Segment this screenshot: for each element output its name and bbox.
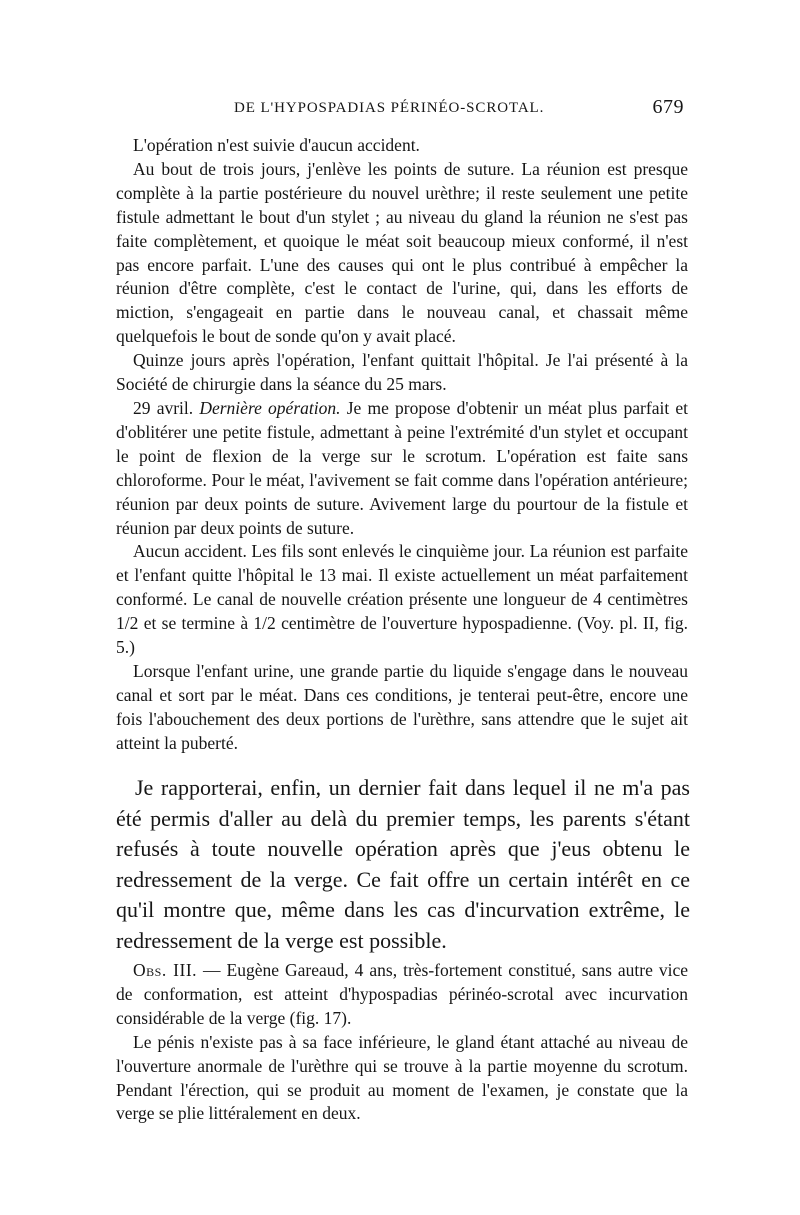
observation-paragraph bbox=[116, 959, 688, 1031]
paragraph: Lorsque l'enfant urine, une grande partie du liquide s'engage dans le nouveau canal et sort par le méat. Dans ces conditions, je tenterai peut-être, encore une fois l'abouchement des deux portions de l'urèthre, sans attendre que le sujet ait atteint la puberté. bbox=[116, 660, 688, 753]
paragraph-body: — Eugène Gareaud, 4 ans, très-fortement constitué, sans autre vice de conformation, est atteint d'hypospadias périnéo-scrotal avec incurvation considérable de la verge (fig. 17). bbox=[116, 960, 688, 1028]
paragraph: Au bout de trois jours, j'enlève les points de suture. La réunion est presque complète à la partie postérieure du nouvel urèthre; il reste seulement une petite fistule admettant le bout d'un stylet ; au niveau du gland la réunion ne s'est pas faite complètement, et quoique le méat soit beaucoup mieux conformé, il n'est pas encore parfait. L'une des causes qui ont le plus contribué à empêcher la réunion d'être complète, c'est le contact de l'urine, qui, dans les efforts de miction, s'engageait en partie dans le nouveau canal, et chassait même quelquefois le bout de sonde qu'on y avait placé. bbox=[116, 158, 688, 347]
running-head bbox=[116, 96, 688, 122]
page-number: 679 bbox=[652, 96, 684, 118]
paragraph: Je rapporterai, enfin, un dernier fait dans lequel il ne m'a pas été permis d'aller au delà du premier temps, les parents s'étant refusés à toute nouvelle opération après que j'eus obtenu le redressement de la verge. Ce fait offre un certain intérêt en ce qu'il montre que, même dans les cas d'incurvation extrême, le redressement de la verge est possible. bbox=[116, 775, 690, 953]
section-observation-3 bbox=[116, 959, 688, 1126]
section-final-case-intro bbox=[116, 773, 690, 957]
paragraph: Le pénis n'existe pas à sa face inférieure, le gland étant attaché au niveau de l'ouverture anormale de l'urèthre qui se trouve à la partie moyenne du scrotum. Pendant l'érection, qui se produit au moment de l'examen, je constate que la verge se plie littéralement en deux. bbox=[116, 1031, 688, 1124]
paragraph: Quinze jours après l'opération, l'enfant quittait l'hôpital. Je l'ai présenté à la Société de chirurgie dans la séance du 25 mars. bbox=[116, 350, 688, 395]
date-label: 29 avril. bbox=[133, 397, 194, 418]
running-title: DE L'HYPOSPADIAS PÉRINÉO-SCROTAL. bbox=[234, 100, 545, 116]
section-operation-followup bbox=[116, 134, 688, 756]
paragraph: Aucun accident. Les fils sont enlevés le cinquième jour. La réunion est parfaite et l'enfant quitte l'hôpital le 13 mai. Il existe actuellement un méat parfaitement conformé. Le canal de nouvelle création présente une longueur de 4 centimètres 1/2 et se termine à 1/2 centimètre de l'ouverture hypospadienne. (Voy. pl. II, fig. 5.) bbox=[116, 541, 688, 658]
paragraph-last-operation bbox=[116, 397, 688, 540]
paragraph-body: Je me propose d'obtenir un méat plus parfait et d'oblitérer une petite fistule, admettant à peine l'extrémité d'un stylet et occupant le point de flexion de la verge sur le scrotum. L'opération est faite sans chloroforme. Pour le méat, l'avivement se fait comme dans l'opération antérieure; réunion par deux points de suture. Avivement large du pourtour de la fistule et réunion par deux points de suture. bbox=[116, 397, 689, 538]
observation-label: Obs. III. bbox=[133, 960, 198, 980]
paragraph: L'opération n'est suivie d'aucun accident. bbox=[133, 135, 420, 155]
emphasis-title: Dernière opération. bbox=[199, 397, 341, 418]
